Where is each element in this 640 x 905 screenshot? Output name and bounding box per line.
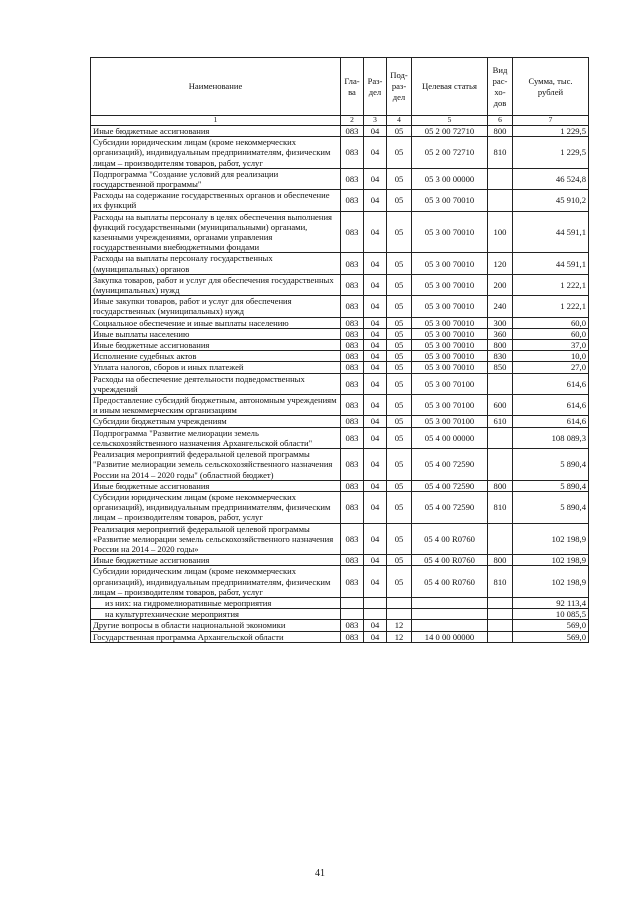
cell-target-article [412,620,488,631]
cell-name: Предоставление субсидий бюджетным, автономным учреждениям и иным некоммерческим организациям [91,395,341,416]
table-row [91,373,589,394]
cell-target-article: 05 3 00 70010 [412,340,488,351]
cell-glava: 083 [341,340,364,351]
cell-razdel: 04 [364,427,387,448]
cell-razdel: 04 [364,373,387,394]
cell-expense-type: 830 [488,351,513,362]
cell-sum: 45 910,2 [513,190,589,211]
cell-razdel: 04 [364,480,387,491]
cell-sum: 60,0 [513,328,589,339]
cell-podrazdel: 05 [387,351,412,362]
table-row [91,317,589,328]
cell-sum: 44 591,1 [513,253,589,274]
cell-target-article [412,609,488,620]
table-row [91,190,589,211]
cell-name: Иные бюджетные ассигнования [91,340,341,351]
cell-sum: 102 198,9 [513,566,589,598]
cell-sum: 1 229,5 [513,126,589,137]
cell-glava: 083 [341,449,364,481]
cell-target-article: 05 2 00 72710 [412,137,488,169]
cell-razdel: 04 [364,631,387,642]
cell-glava: 083 [341,631,364,642]
cell-name: Иные бюджетные ассигнования [91,126,341,137]
cell-sum: 5 890,4 [513,491,589,523]
cell-sum: 5 890,4 [513,480,589,491]
cell-target-article: 05 3 00 70010 [412,317,488,328]
cell-podrazdel [387,597,412,608]
cell-glava: 083 [341,427,364,448]
table-row [91,491,589,523]
cell-name: Иные бюджетные ассигнования [91,555,341,566]
cell-expense-type [488,168,513,189]
cell-glava: 083 [341,168,364,189]
cell-name: Иные бюджетные ассигнования [91,480,341,491]
cell-sum: 102 198,9 [513,555,589,566]
cell-podrazdel: 05 [387,317,412,328]
cell-sum: 614,6 [513,395,589,416]
cell-glava: 083 [341,317,364,328]
cell-name: Закупка товаров, работ и услуг для обеспечения государственных (муниципальных) нужд [91,274,341,295]
cell-sum: 60,0 [513,317,589,328]
cell-expense-type [488,597,513,608]
cell-razdel: 04 [364,523,387,555]
column-number: 7 [513,116,589,126]
column-number: 5 [412,116,488,126]
table-row [91,274,589,295]
cell-sum: 569,0 [513,631,589,642]
cell-name: Расходы на обеспечение деятельности подведомственных учреждений [91,373,341,394]
cell-target-article: 05 3 00 70010 [412,328,488,339]
cell-expense-type [488,373,513,394]
cell-sum: 614,6 [513,416,589,427]
cell-expense-type: 800 [488,480,513,491]
cell-target-article: 14 0 00 00000 [412,631,488,642]
cell-podrazdel: 12 [387,631,412,642]
cell-name: из них: на гидромелиоративные мероприятия [91,597,341,608]
cell-expense-type: 810 [488,566,513,598]
cell-target-article: 05 3 00 70010 [412,190,488,211]
cell-razdel: 04 [364,328,387,339]
cell-glava: 083 [341,351,364,362]
table-row [91,597,589,608]
cell-name: Реализация мероприятий федеральной целевой программы "Развитие мелиорации земель сельскохозяйственного назначения России на 2014 – 2020 годы" (областной бюджет) [91,449,341,481]
header-podrazdel: Под-раз-дел [387,58,412,116]
cell-name: Реализация мероприятий федеральной целевой программы «Развитие мелиорации земель сельскохозяйственного назначения России на 2014 – 2020 годы» [91,523,341,555]
cell-expense-type [488,449,513,481]
cell-podrazdel: 05 [387,523,412,555]
table-row [91,395,589,416]
cell-podrazdel: 05 [387,296,412,317]
cell-sum: 92 113,4 [513,597,589,608]
cell-name: Другие вопросы в области национальной экономики [91,620,341,631]
cell-sum: 1 229,5 [513,137,589,169]
cell-expense-type: 600 [488,395,513,416]
cell-expense-type: 810 [488,491,513,523]
cell-podrazdel: 05 [387,416,412,427]
cell-name: Расходы на содержание государственных органов и обеспечение их функций [91,190,341,211]
table-row [91,620,589,631]
cell-sum: 569,0 [513,620,589,631]
cell-razdel [364,609,387,620]
table-row [91,211,589,253]
cell-glava: 083 [341,491,364,523]
cell-target-article: 05 3 00 00000 [412,168,488,189]
cell-podrazdel: 05 [387,480,412,491]
cell-razdel: 04 [364,449,387,481]
cell-podrazdel: 05 [387,395,412,416]
cell-name: Иные закупки товаров, работ и услуг для обеспечения государственных (муниципальных) нужд [91,296,341,317]
table-row [91,328,589,339]
cell-glava: 083 [341,328,364,339]
cell-sum: 1 222,1 [513,296,589,317]
cell-expense-type: 800 [488,340,513,351]
cell-glava: 083 [341,126,364,137]
cell-expense-type: 100 [488,211,513,253]
table-row [91,126,589,137]
table-row [91,566,589,598]
header-target: Целевая статья [412,58,488,116]
table-row [91,480,589,491]
cell-name: Государственная программа Архангельской области [91,631,341,642]
cell-razdel: 04 [364,296,387,317]
cell-target-article: 05 4 00 72590 [412,491,488,523]
cell-razdel: 04 [364,340,387,351]
cell-target-article: 05 4 00 R0760 [412,523,488,555]
cell-podrazdel: 05 [387,190,412,211]
cell-target-article: 05 4 00 72590 [412,449,488,481]
cell-sum: 1 222,1 [513,274,589,295]
cell-podrazdel: 05 [387,253,412,274]
cell-glava [341,597,364,608]
header-razdel: Раз-дел [364,58,387,116]
cell-razdel: 04 [364,274,387,295]
cell-sum: 5 890,4 [513,449,589,481]
cell-glava: 083 [341,395,364,416]
cell-glava: 083 [341,480,364,491]
column-number: 4 [387,116,412,126]
cell-target-article: 05 3 00 70100 [412,416,488,427]
header-glava: Гла-ва [341,58,364,116]
cell-podrazdel: 05 [387,427,412,448]
cell-expense-type [488,523,513,555]
cell-name: Субсидии юридическим лицам (кроме некоммерческих организаций), индивидуальным предпринимателям, физическим лицам – производителям товаров, работ, услуг [91,137,341,169]
cell-razdel: 04 [364,491,387,523]
cell-razdel: 04 [364,351,387,362]
cell-razdel: 04 [364,253,387,274]
cell-sum: 44 591,1 [513,211,589,253]
cell-expense-type: 120 [488,253,513,274]
cell-podrazdel: 05 [387,449,412,481]
cell-expense-type: 800 [488,126,513,137]
cell-podrazdel: 05 [387,137,412,169]
cell-glava [341,609,364,620]
table-row [91,416,589,427]
cell-podrazdel: 05 [387,328,412,339]
cell-razdel: 04 [364,620,387,631]
table-row [91,427,589,448]
cell-name: Социальное обеспечение и иные выплаты населению [91,317,341,328]
cell-podrazdel: 05 [387,566,412,598]
cell-name: Иные выплаты населению [91,328,341,339]
cell-target-article: 05 2 00 72710 [412,126,488,137]
budget-table [90,57,589,643]
cell-sum: 10 085,5 [513,609,589,620]
cell-target-article: 05 3 00 70010 [412,296,488,317]
table-row [91,351,589,362]
cell-name: Расходы на выплаты персоналу в целях обеспечения выполнения функций государственными (муниципальными) органами, казенными учреждениями, органами управления государственными внебюджетными фондами [91,211,341,253]
cell-razdel [364,597,387,608]
cell-razdel: 04 [364,416,387,427]
cell-expense-type [488,609,513,620]
cell-podrazdel [387,609,412,620]
cell-razdel: 04 [364,317,387,328]
cell-podrazdel: 05 [387,373,412,394]
cell-target-article: 05 3 00 70010 [412,211,488,253]
header-sum: Сумма, тыс. рублей [513,58,589,116]
cell-target-article: 05 3 00 70010 [412,253,488,274]
cell-name: Субсидии юридическим лицам (кроме некоммерческих организаций), индивидуальным предпринимателям, физическим лицам – производителям товаров, работ, услуг [91,491,341,523]
cell-expense-type: 850 [488,362,513,373]
table-row [91,555,589,566]
cell-target-article: 05 4 00 00000 [412,427,488,448]
table-row [91,340,589,351]
cell-glava: 083 [341,362,364,373]
cell-glava: 083 [341,620,364,631]
column-number: 6 [488,116,513,126]
cell-name: Исполнение судебных актов [91,351,341,362]
table-row [91,137,589,169]
cell-name: на культуртехнические мероприятия [91,609,341,620]
table-row [91,362,589,373]
cell-podrazdel: 05 [387,340,412,351]
cell-podrazdel: 05 [387,168,412,189]
cell-expense-type [488,631,513,642]
cell-razdel: 04 [364,395,387,416]
cell-target-article: 05 3 00 70100 [412,395,488,416]
table-row [91,523,589,555]
cell-razdel: 04 [364,168,387,189]
cell-podrazdel: 05 [387,211,412,253]
cell-razdel: 04 [364,555,387,566]
cell-name: Подпрограмма "Создание условий для реализации государственной программы" [91,168,341,189]
column-number: 1 [91,116,341,126]
cell-podrazdel: 05 [387,491,412,523]
cell-target-article: 05 3 00 70100 [412,373,488,394]
cell-name: Уплата налогов, сборов и иных платежей [91,362,341,373]
cell-sum: 614,6 [513,373,589,394]
cell-glava: 083 [341,190,364,211]
header-vid: Вид рас-хо-дов [488,58,513,116]
cell-razdel: 04 [364,566,387,598]
cell-target-article: 05 3 00 70010 [412,351,488,362]
cell-podrazdel: 05 [387,362,412,373]
page-number: 41 [315,868,325,879]
cell-glava: 083 [341,211,364,253]
cell-glava: 083 [341,416,364,427]
cell-glava: 083 [341,137,364,169]
cell-target-article: 05 4 00 R0760 [412,566,488,598]
column-number-row [91,116,589,126]
cell-target-article: 05 4 00 R0760 [412,555,488,566]
cell-podrazdel: 05 [387,274,412,295]
cell-target-article: 05 4 00 72590 [412,480,488,491]
column-number: 2 [341,116,364,126]
column-number: 3 [364,116,387,126]
cell-target-article: 05 3 00 70010 [412,362,488,373]
cell-expense-type [488,620,513,631]
cell-name: Субсидии юридическим лицам (кроме некоммерческих организаций), индивидуальным предпринимателям, физическим лицам – производителям товаров, работ, услуг [91,566,341,598]
cell-podrazdel: 05 [387,555,412,566]
cell-target-article [412,597,488,608]
cell-name: Расходы на выплаты персоналу государственных (муниципальных) органов [91,253,341,274]
table-row [91,168,589,189]
cell-glava: 083 [341,274,364,295]
cell-expense-type: 200 [488,274,513,295]
cell-glava: 083 [341,296,364,317]
cell-razdel: 04 [364,137,387,169]
table-row [91,449,589,481]
cell-sum: 37,0 [513,340,589,351]
cell-glava: 083 [341,373,364,394]
table-row [91,253,589,274]
table-row [91,296,589,317]
cell-expense-type: 240 [488,296,513,317]
cell-expense-type: 810 [488,137,513,169]
cell-expense-type: 610 [488,416,513,427]
table-row [91,631,589,642]
cell-razdel: 04 [364,190,387,211]
table-header-row [91,58,589,116]
header-name: Наименование [91,58,341,116]
cell-sum: 108 089,3 [513,427,589,448]
cell-expense-type [488,190,513,211]
cell-razdel: 04 [364,126,387,137]
cell-glava: 083 [341,253,364,274]
cell-expense-type [488,427,513,448]
cell-name: Субсидии бюджетным учреждениям [91,416,341,427]
cell-sum: 102 198,9 [513,523,589,555]
cell-razdel: 04 [364,362,387,373]
cell-glava: 083 [341,523,364,555]
cell-glava: 083 [341,555,364,566]
cell-razdel: 04 [364,211,387,253]
cell-sum: 10,0 [513,351,589,362]
cell-expense-type: 360 [488,328,513,339]
cell-podrazdel: 05 [387,126,412,137]
cell-sum: 46 524,8 [513,168,589,189]
cell-expense-type: 800 [488,555,513,566]
cell-podrazdel: 12 [387,620,412,631]
table-row [91,609,589,620]
cell-expense-type: 300 [488,317,513,328]
cell-glava: 083 [341,566,364,598]
cell-target-article: 05 3 00 70010 [412,274,488,295]
cell-name: Подпрограмма "Развитие мелиорации земель сельскохозяйственного назначения Архангельской области" [91,427,341,448]
cell-sum: 27,0 [513,362,589,373]
